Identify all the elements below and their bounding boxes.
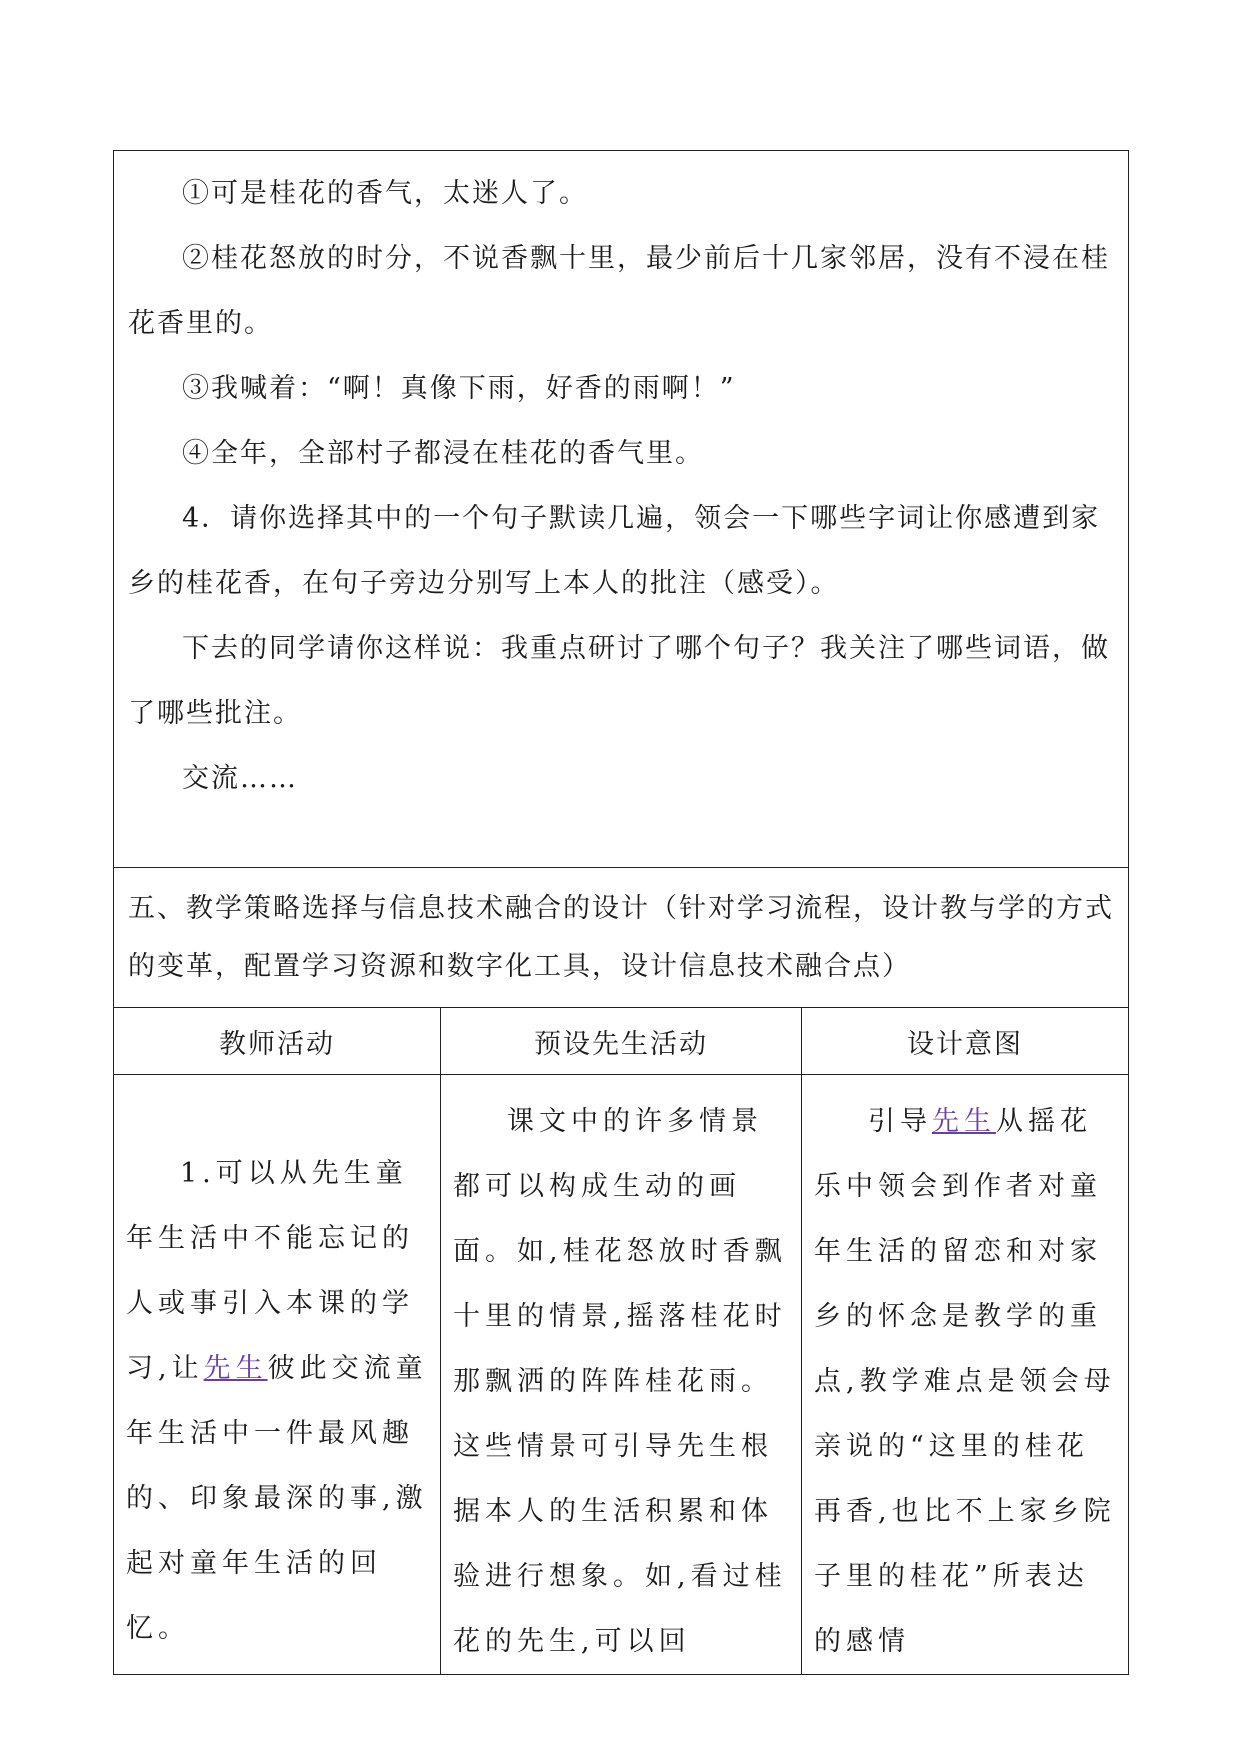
task-4-instruction: 4．请你选择其中的一个句子默读几遍，领会一下哪些字词让你感遭到家乡的桂花香，在句子旁边分别写上本人的批注（感受）。 xyxy=(128,503,1101,599)
student-activity-cell xyxy=(441,1075,802,1675)
sentence-3: ③我喊着：“啊！真像下雨，好香的雨啊！” xyxy=(182,373,736,404)
sentence-1: ①可是桂花的香气，太迷人了。 xyxy=(182,178,588,209)
document-table xyxy=(113,150,1129,1675)
teacher-text-before: 1.可以从先生童年生活中不能忘记的人或事引入本课的学习,让 xyxy=(126,1158,414,1384)
design-intent-text xyxy=(814,1089,1116,1674)
section-five-title: 五、教学策略选择与信息技术融合的设计（针对学习流程，设计教与学的方式的变革，配置学习资源和数字化工具，设计信息技术融合点） xyxy=(128,893,1114,982)
teacher-text-after: 彼此交流童年生活中一件最风趣的、印象最深的事,激起对童年生活的回忆。 xyxy=(126,1353,428,1644)
intent-text-after: 从摇花乐中领会到作者对童年生活的留恋和对家乡的怀念是教学的重点,教学难点是领会母亲说的“这里的桂花再香,也比不上家乡院子里的桂花”所表达的感情 xyxy=(814,1106,1116,1657)
teacher-activity-cell xyxy=(114,1075,441,1675)
sentence-4: ④全年，全部村子都浸在桂花的香气里。 xyxy=(182,438,704,469)
teacher-activity-text xyxy=(126,1141,428,1661)
header-student-activity: 预设先生活动 xyxy=(441,1008,802,1075)
student-link[interactable]: 先生 xyxy=(203,1353,268,1384)
header-design-intent: 设计意图 xyxy=(802,1008,1129,1075)
header-teacher-activity: 教师活动 xyxy=(114,1008,441,1075)
section-five-cell xyxy=(114,868,1129,1008)
lesson-text-cell xyxy=(114,151,1129,868)
sentence-2: ②桂花怒放的时分，不说香飘十里，最少前后十几家邻居，没有不浸在桂花香里的。 xyxy=(128,243,1110,339)
exchange-text: 交流…… xyxy=(182,763,298,794)
speaking-prompt: 下去的同学请你这样说：我重点研讨了哪个句子？我关注了哪些词语，做了哪些批注。 xyxy=(128,633,1110,729)
intent-text-before: 引导 xyxy=(868,1106,932,1137)
student-activity-text: 课文中的许多情景都可以构成生动的画面。如,桂花怒放时香飘十里的情景,摇落桂花时那飘洒的阵阵桂花雨。这些情景可引导先生根据本人的生活积累和体验进行想象。如,看过桂花的先生,可以回 xyxy=(453,1106,787,1657)
student-link[interactable]: 先生 xyxy=(932,1106,996,1137)
design-intent-cell xyxy=(802,1075,1129,1675)
